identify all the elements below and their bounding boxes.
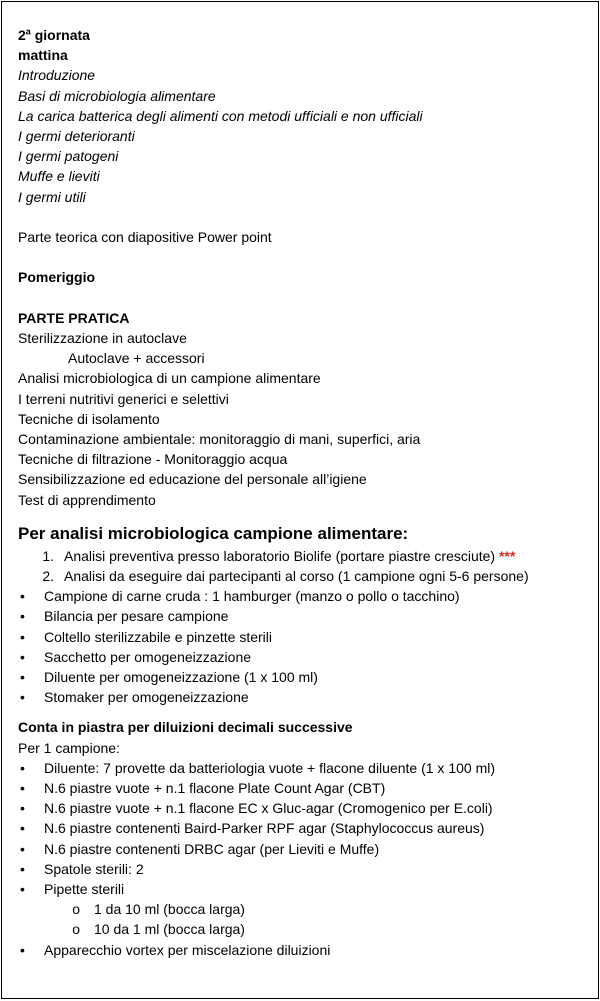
morning-label: mattina [18, 47, 68, 64]
sub-item-text: 10 da 1 ml (bocca larga) [94, 921, 245, 938]
practical-item: Autoclave + accessori [68, 350, 205, 367]
morning-topic: I germi deterioranti [18, 128, 135, 145]
list-item-text: N.6 piastre vuote + n.1 flacone EC x Gluc-agar (Cromogenico per E.coli) [44, 800, 493, 817]
morning-topic: I germi utili [18, 188, 86, 205]
list-item-text: N.6 piastre contenenti Baird-Parker RPF agar (Staphylococcus aureus) [44, 820, 485, 837]
bullet-marker: • [20, 669, 25, 686]
bullet-marker: • [20, 941, 25, 958]
list-item-text: Sacchetto per omogeneizzazione [44, 648, 252, 665]
list-item [18, 798, 582, 818]
circle-marker: o [72, 901, 80, 918]
numbered-list [18, 546, 582, 586]
sub-list-item [18, 919, 582, 939]
practical-item: Sterilizzazione in autoclave [18, 330, 187, 346]
numbered-item-text: Analisi da eseguire dai partecipanti al corso (1 campione ogni 5-6 persone) [64, 568, 529, 585]
bullet-marker: • [20, 628, 25, 645]
plate-count-subtitle: Per 1 campione: [18, 739, 120, 756]
practical-item: Sensibilizzazione ed educazione del personale all’igiene [18, 471, 367, 488]
list-item-text: Diluente per omogeneizzazione (1 x 100 ml) [44, 669, 318, 686]
morning-topic: La carica batterica degli alimenti con metodi ufficiali e non ufficiali [18, 107, 423, 124]
practical-item: I terreni nutritivi generici e selettivi [18, 390, 229, 407]
pipette-sub-list [18, 899, 582, 939]
list-item [18, 606, 582, 626]
practical-item: Test di apprendimento [18, 491, 156, 508]
day-word: giornata [34, 27, 90, 43]
morning-topics [18, 65, 582, 206]
bullet-marker: • [20, 689, 25, 706]
list-item-text: Spatole sterili: 2 [44, 860, 144, 877]
bullet-marker: • [20, 800, 25, 817]
practical-items [18, 328, 582, 510]
list-item [18, 758, 582, 778]
morning-topic: Introduzione [18, 67, 96, 84]
list-item [18, 687, 582, 707]
day-superscript: a [25, 26, 31, 37]
list-item [18, 818, 582, 838]
circle-marker: o [72, 921, 80, 938]
bullet-marker: • [20, 780, 25, 797]
practical-item: Contaminazione ambientale: monitoraggio di mani, superfici, aria [18, 431, 421, 448]
list-item-text: N.6 piastre contenenti DRBC agar (per Lieviti e Muffe) [44, 840, 380, 857]
plate-bullets [18, 758, 582, 899]
list-item-text: Stomaker per omogeneizzazione [44, 689, 249, 706]
list-item-text: Campione di carne cruda : 1 hamburger (manzo o pollo o tacchino) [44, 588, 460, 605]
numbered-item [18, 566, 582, 586]
practical-title: PARTE PRATICA [18, 309, 130, 326]
list-item [18, 859, 582, 879]
list-item [18, 778, 582, 798]
morning-topic: Muffe e lieviti [18, 168, 100, 185]
list-item-text: Bilancia per pesare campione [44, 608, 229, 625]
list-item [18, 586, 582, 606]
list-item [18, 839, 582, 859]
list-item-text: Diluente: 7 provette da batteriologia vuote + flacone diluente (1 x 100 ml) [44, 759, 496, 776]
bullet-marker: • [20, 881, 25, 898]
list-item-text: Coltello sterilizzabile e pinzette sterili [44, 628, 272, 645]
bullet-marker: • [20, 588, 25, 605]
bullet-marker: • [20, 759, 25, 776]
bullet-marker: • [20, 820, 25, 837]
number-marker: 2. [42, 568, 54, 585]
numbered-text [64, 566, 529, 586]
practical-item: Analisi microbiologica di un campione alimentare [18, 370, 321, 387]
sample-bullets [18, 586, 582, 707]
number-marker: 1. [42, 547, 54, 564]
sub-item-text: 1 da 10 ml (bocca larga) [94, 901, 245, 918]
practical-item: Tecniche di filtrazione - Monitoraggio acqua [18, 451, 288, 468]
plate-count-title: Conta in piastra per diluizioni decimali successive [18, 719, 353, 736]
list-item [18, 627, 582, 647]
bullet-marker: • [20, 860, 25, 877]
list-item [18, 647, 582, 667]
list-item [18, 667, 582, 687]
morning-topic: I germi patogeni [18, 148, 119, 165]
asterisks-mark: *** [498, 547, 516, 564]
document-page [1, 1, 599, 999]
bullet-marker: • [20, 648, 25, 665]
list-item [18, 940, 582, 960]
afternoon-label: Pomeriggio [18, 269, 96, 286]
practical-item: Tecniche di isolamento [18, 410, 160, 427]
bullet-marker: • [20, 608, 25, 625]
numbered-item-text: Analisi preventiva presso laboratorio Biolife (portare piastre cresciute) [64, 547, 496, 564]
morning-topic: Basi di microbiologia alimentare [18, 87, 216, 104]
bullet-marker: • [20, 840, 25, 857]
list-item-text: Apparecchio vortex per miscelazione diluizioni [44, 941, 331, 958]
plate-bullets-tail [18, 940, 582, 960]
morning-note: Parte teorica con diapositive Power point [18, 229, 272, 246]
sample-analysis-title: Per analisi microbiologica campione alimentare: [18, 523, 409, 543]
numbered-text [64, 546, 515, 566]
numbered-item [18, 546, 582, 566]
day-heading [18, 25, 582, 45]
sub-list-item [18, 899, 582, 919]
list-item-text: Pipette sterili [44, 881, 125, 898]
list-item-text: N.6 piastre vuote + n.1 flacone Plate Count Agar (CBT) [44, 780, 386, 797]
list-item [18, 879, 582, 899]
day-number: 2 [18, 27, 26, 43]
